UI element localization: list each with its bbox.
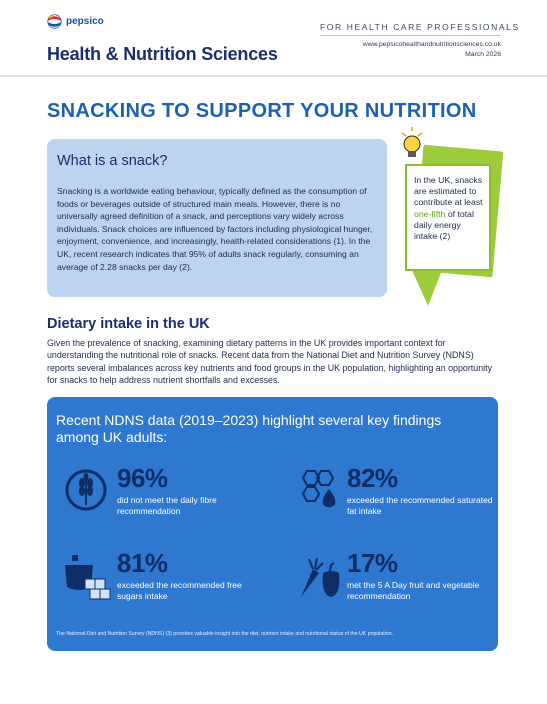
snack-body: Snacking is a worldwide eating behaviour, typically defined as the consumption of foods or beverages outside of structured main meals. However, there is no universally agreed definition of a snack, and perceptions vary widely across individuals. Snack choices are influenced by factors including physiological hunger, enjoyment, convenience, and increasingly, health-related considerations (1). In the UK, recent research indicates that 95% of adults snack regularly, consuming an average of 2.28 snacks per day (2). (57, 186, 373, 272)
snack-energy-callout (405, 164, 491, 271)
fat-molecule-icon (297, 467, 343, 513)
website-link[interactable]: www.pepsicohealthandnutritionsciences.co.uk (362, 41, 501, 48)
snack-heading: What is a snack? (57, 153, 168, 169)
brand-name: pepsico (66, 16, 104, 27)
snack-definition-panel (47, 139, 387, 297)
stat-fibre-value: 96% (117, 463, 168, 493)
page-title: SNACKING TO SUPPORT YOUR NUTRITION (47, 100, 477, 122)
site-title: Health & Nutrition Sciences (47, 44, 278, 64)
callout-pointer (412, 270, 442, 306)
stat-satfat-value: 82% (347, 463, 398, 493)
publication-date: March 2026 (465, 51, 501, 58)
stat-fiveaday-text: met the 5 A Day fruit and vegetable recommendation (347, 580, 480, 601)
diet-heading: Dietary intake in the UK (47, 316, 210, 332)
audience-label: FOR HEALTH CARE PROFESSIONALS (320, 22, 520, 32)
ndns-findings-panel (47, 397, 498, 651)
ndns-title: Recent NDNS data (2019–2023) highlight several key findings among UK adults: (56, 412, 442, 445)
pepsico-globe-icon (47, 14, 62, 29)
stat-fibre-text: did not meet the daily fibre recommendation (117, 495, 217, 516)
stat-sugar-text: exceeded the recommended free sugars intake (117, 580, 242, 601)
header-divider (0, 75, 547, 77)
callout-text-pre: In the UK, snacks are estimated to contribute at least (414, 175, 483, 208)
pepsico-logo (47, 14, 104, 29)
callout-highlight: one-fifth (414, 208, 446, 219)
ndns-footnote: The National Diet and Nutrition Survey (NDNS) (3) provides valuable insight into the diet, nutrient intake and nutritional status of the UK population. (56, 631, 394, 637)
sugar-bowl-icon (63, 553, 111, 601)
lightbulb-icon (400, 127, 424, 163)
callout-text-post: of total daily energy intake (2) (414, 208, 474, 242)
stat-sugar-value: 81% (117, 548, 168, 578)
fruit-veg-icon (297, 555, 343, 599)
stat-fiveaday-value: 17% (347, 548, 398, 578)
wheat-icon (65, 469, 107, 511)
stat-satfat-text: exceeded the recommended saturated fat intake (347, 495, 493, 516)
page-header (0, 0, 547, 76)
diet-body: Given the prevalence of snacking, examining dietary patterns in the UK provides important context for understanding the nutritional role of snacks. Recent data from the National Diet and Nutrition Survey (NDNS) reports several imbalances across key nutrients and food groups in the UK population, highlighting an opportunity for snacks to help address nutrient shortfalls and excesses. (47, 338, 493, 386)
audience-divider (320, 35, 500, 36)
